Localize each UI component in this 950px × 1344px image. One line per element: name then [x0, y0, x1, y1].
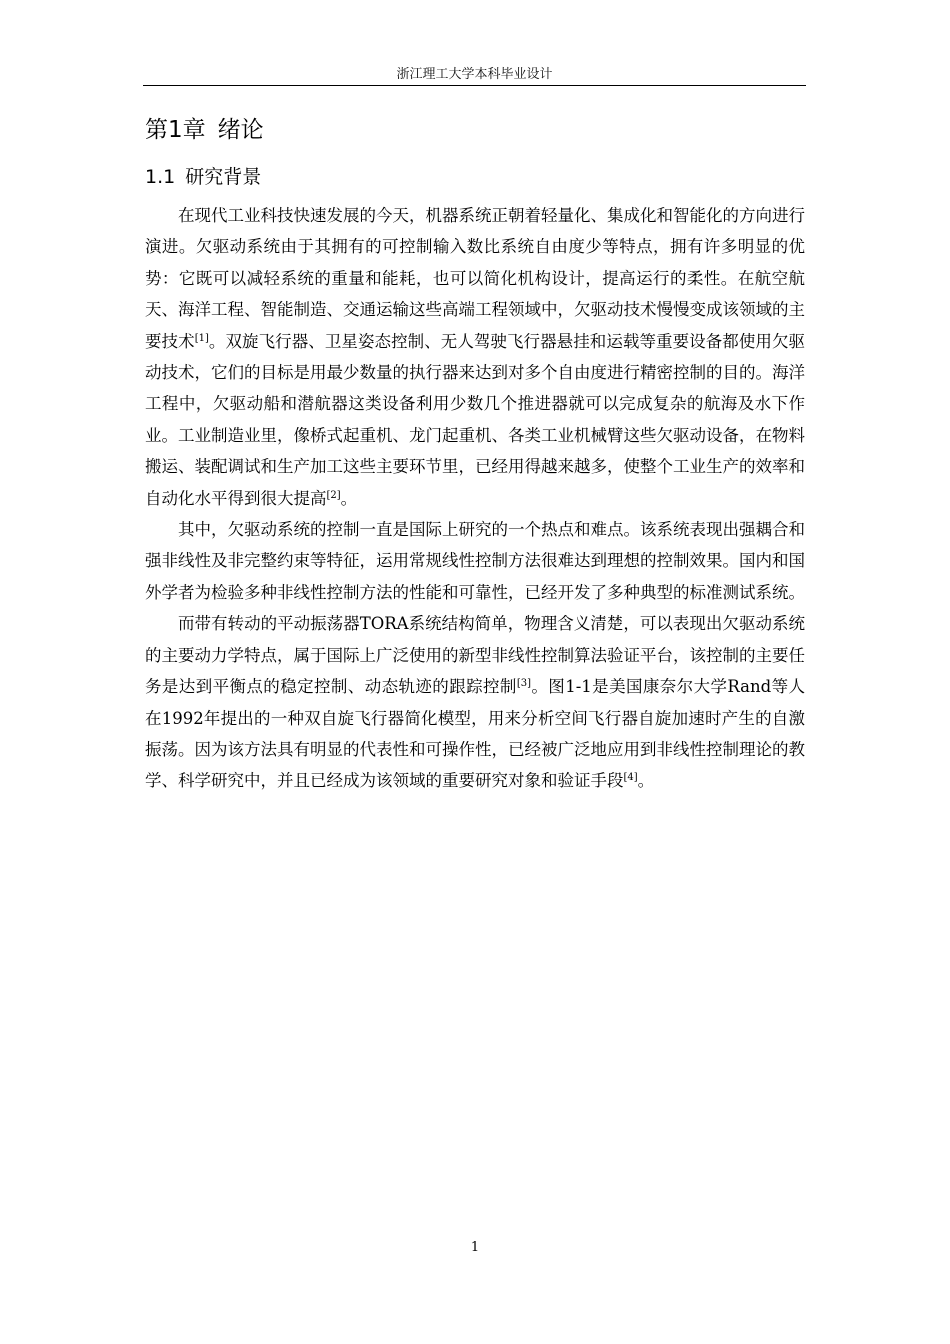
chapter-heading	[145, 113, 264, 147]
citation-ref[interactable]: [3]	[516, 678, 531, 690]
page-number: 1	[470, 1240, 480, 1255]
paragraph-1	[145, 200, 805, 514]
paragraph-text: 而带有转动的平动振荡器TORA系统结构简单，物理含义清楚，可以表现出欠驱动系统的主要动力学特点，属于国际上广泛使用的新型非线性控制算法验证平台，该控制的主要任务是达到平衡点的稳定控制、动态轨迹的跟踪控制	[145, 614, 805, 697]
paragraph-text: 。双旋飞行器、卫星姿态控制、无人驾驶飞行器悬挂和运载等重要设备都使用欠驱动技术，它们的目标是用最少数量的执行器来达到对多个自由度进行精密控制的目的。海洋工程中，欠驱动船和潜航器这类设备利用少数几个推进器就可以完成复杂的航海及水下作业。工业制造业里，像桥式起重机、龙门起重机、各类工业机械臂这些欠驱动设备，在物料搬运、装配调试和生产加工这些主要环节里，已经用得越来越多，使整个工业生产的效率和自动化水平得到很大提高	[145, 331, 806, 508]
paragraph-2: 其中，欠驱动系统的控制一直是国际上研究的一个热点和难点。该系统表现出强耦合和强非线性及非完整约束等特征，运用常规线性控制方法很难达到理想的控制效果。国内和国外学者为检验多种非线性控制方法的性能和可靠性，已经开发了多种典型的标准测试系统。	[145, 520, 805, 602]
paragraph-text: 。	[340, 488, 358, 508]
paragraph-text: 。	[637, 771, 655, 791]
chapter-number: 第1章	[145, 117, 206, 143]
paragraph-text: 。图1-1是美国康奈尔大学Rand等人在1992年提出的一种双自旋飞行器简化模型，用来分析空间飞行器自旋加速时产生的自激振荡。因为该方法具有明显的代表性和可操作性，已经被广泛地应用到非线性控制理论的教学、科学研究中，并且已经成为该领域的重要研究对象和验证手段	[145, 677, 806, 791]
chapter-title: 绪论	[217, 117, 264, 143]
citation-ref[interactable]: [4]	[623, 772, 638, 784]
section-number: 1.1	[145, 166, 176, 188]
paragraph-text: 在现代工业科技快速发展的今天，机器系统正朝着轻量化、集成化和智能化的方向进行演进。欠驱动系统由于其拥有的可控制输入数比系统自由度少等特点，拥有许多明显的优势：它既可以减轻系统的重量和能耗，也可以简化机构设计，提高运行的柔性。在航空航天、海洋工程、智能制造、交通运输这些高端工程领域中，欠驱动技术慢慢变成该领域的主要技术	[145, 206, 805, 351]
citation-ref[interactable]: [2]	[326, 489, 341, 501]
body-text	[145, 200, 805, 797]
citation-ref[interactable]: [1]	[194, 332, 209, 344]
page-header: 浙江理工大学本科毕业设计	[396, 67, 553, 82]
section-heading	[145, 162, 261, 192]
paragraph-3	[145, 608, 805, 796]
header-rule	[143, 85, 806, 86]
section-title: 研究背景	[185, 166, 262, 188]
